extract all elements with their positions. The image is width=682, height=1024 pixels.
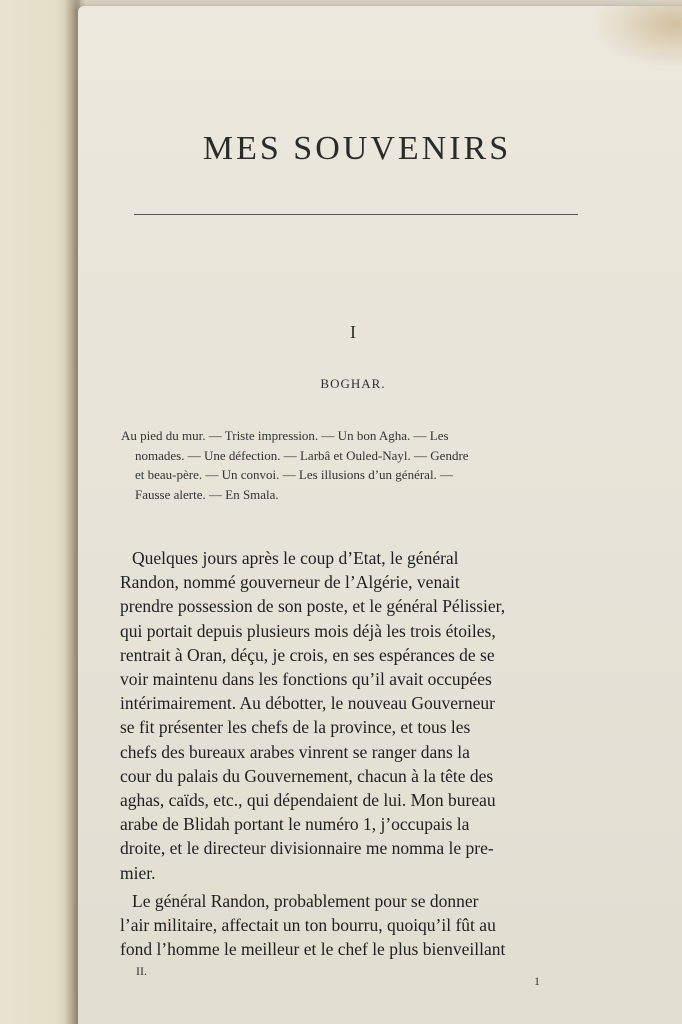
body-line: rentrait à Oran, déçu, je crois, en ses espérances de se	[120, 644, 495, 665]
body-line: Randon, nommé gouverneur de l’Algérie, venait	[120, 572, 460, 593]
body-line: intérimairement. Au débotter, le nouveau Gouverneur	[120, 693, 495, 714]
page-number: 1	[534, 974, 540, 988]
summary-line: et beau-père. — Un convoi. — Les illusions d’un général. —	[135, 467, 454, 482]
body-line: droite, et le directeur divisionnaire me nomma le pre-	[120, 838, 494, 859]
body-line: mier.	[120, 862, 156, 883]
summary-line: Au pied du mur. — Triste impression. — Un bon Agha. — Les	[121, 428, 449, 443]
chapter-title: BOGHAR.	[320, 376, 386, 391]
body-line: cour du palais du Gouvernement, chacun à la tête des	[120, 765, 494, 786]
body-text	[120, 546, 600, 961]
chapter-number: I	[350, 322, 356, 342]
body-line: fond l’homme le meilleur et le chef le plus bienveillant	[120, 939, 506, 960]
summary-line: nomades. — Une défection. — Larbâ et Ouled-Nayl. — Gendre	[135, 447, 469, 463]
body-line: Le général Randon, probablement pour se donner	[132, 890, 479, 911]
body-line: arabe de Blidah portant le numéro 1, j’occupais la	[120, 814, 470, 835]
page-title: MES SOUVENIRS	[202, 130, 512, 167]
chapter-summary	[121, 426, 591, 504]
body-line: chefs des bureaux arabes vinrent se ranger dans la	[120, 741, 470, 762]
signature-mark: II.	[136, 964, 147, 978]
summary-line: Fausse alerte. — En Smala.	[135, 486, 279, 502]
paper-stain	[598, 6, 682, 66]
body-line: aghas, caïds, etc., qui dépendaient de lui. Mon bureau	[120, 790, 496, 811]
body-line: l’air militaire, affectait un ton bourru, quoiqu’il fût au	[120, 915, 496, 936]
title-divider	[134, 214, 578, 215]
body-line: prendre possession de son poste, et le général Pélissier,	[120, 596, 506, 617]
book-page	[78, 6, 682, 1024]
body-line: se fit présenter les chefs de la province, et tous les	[120, 717, 471, 738]
body-line: Quelques jours après le coup d’Etat, le général	[132, 548, 459, 568]
body-line: qui portait depuis plusieurs mois déjà les trois étoiles,	[120, 620, 496, 641]
body-line: voir maintenu dans les fonctions qu’il avait occupées	[120, 669, 492, 690]
